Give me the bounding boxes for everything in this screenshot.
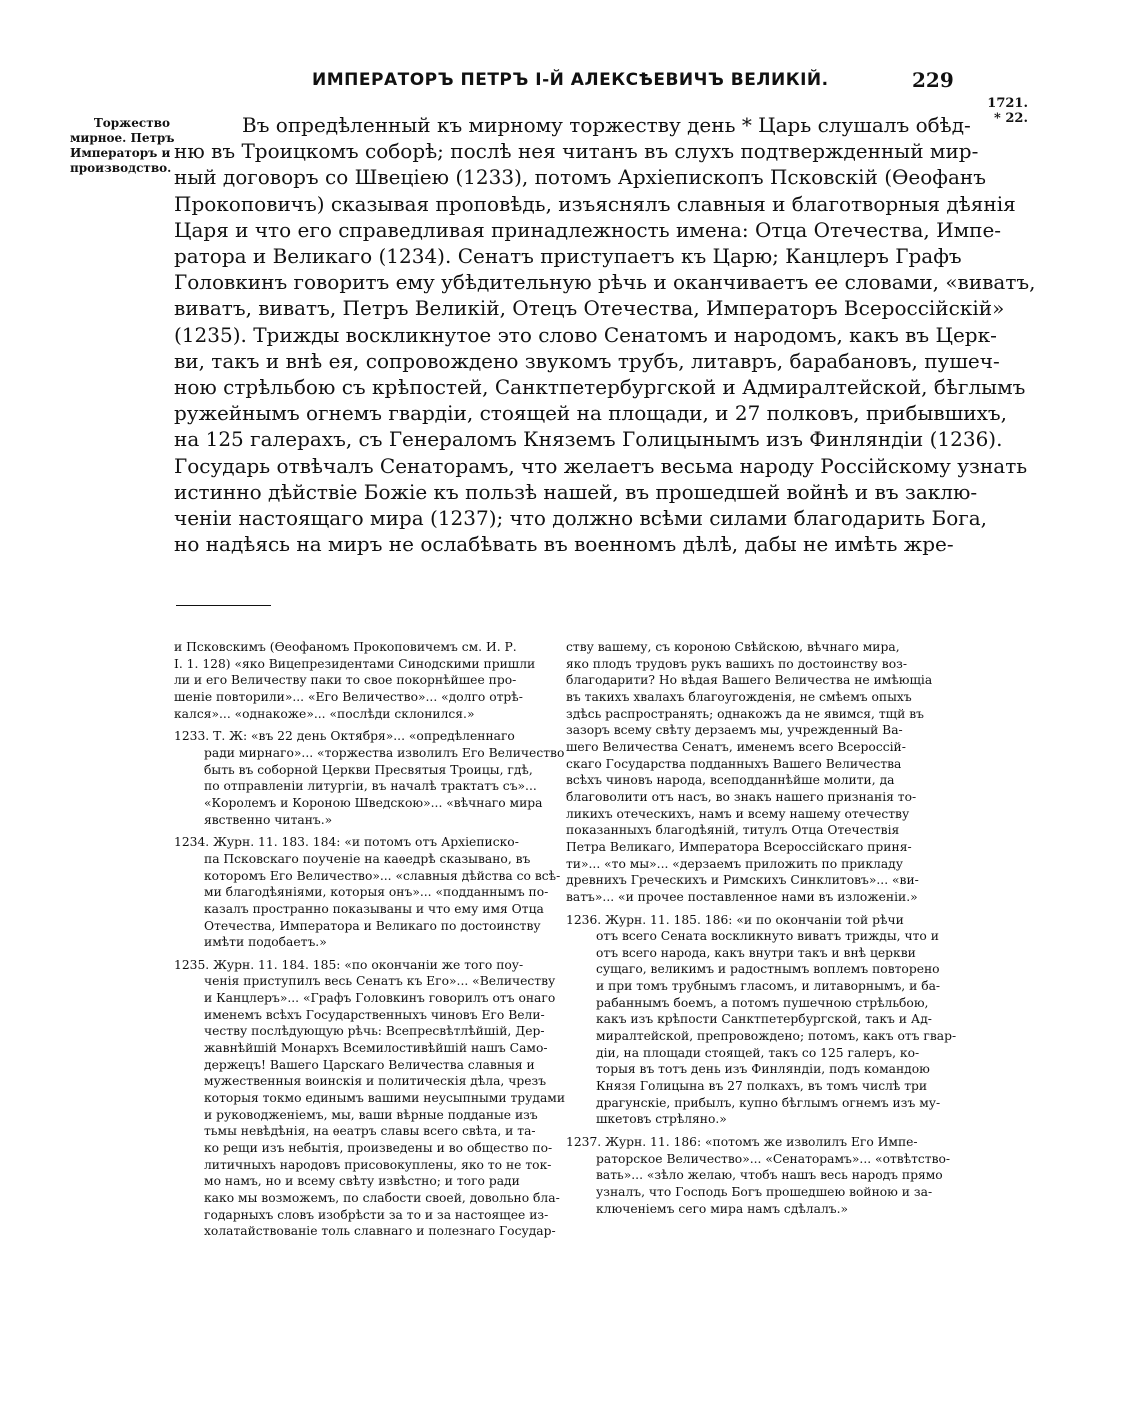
footnote-line: шкетовъ стрѣляно.» — [596, 1112, 727, 1127]
date-year: 1721. — [987, 96, 1028, 111]
text-line: ною стрѣльбою съ крѣпостей, Санктпетербургской и Адмиралтейской, бѣглымъ — [174, 375, 1026, 400]
text-line: (1235). Трижды воскликнутое это слово Сенатомъ и народомъ, какъ въ Церк- — [174, 322, 997, 347]
footnote-line: въ такихъ хвалахъ благоугожденія, не смѣемъ опыхъ — [566, 689, 912, 704]
footnote-line: и Канцлеръ»... «Графъ Головкинъ говорилъ отъ онаго — [204, 991, 556, 1006]
footnote-line: раторское Величество»... «Сенаторамъ»... «отвѣтство- — [596, 1151, 951, 1166]
footnote-line: по отправленіи литургіи, въ началѣ трактатъ съ»... — [204, 779, 537, 794]
footnote-line: имѣти подобаетъ.» — [204, 935, 327, 950]
footnote-line: скаго Государства подданныхъ Вашего Величества — [566, 756, 902, 771]
footnote-line: 1234. Журн. 11. 183. 184: «и потомъ отъ Архіеписко- — [174, 835, 519, 850]
footnote-line: ми благодѣяніями, которыя онъ»... «подданнымъ по- — [204, 885, 549, 900]
footnote-line: держецъ! Вашего Царскаго Величества славныя и — [204, 1057, 535, 1072]
footnote-line: мо намъ, но и всему свѣту извѣстно; и того ради — [204, 1174, 520, 1189]
text-line: Царя и что его справедливая принадлежность имена: Отца Отечества, Импе- — [174, 217, 1002, 242]
footnote-line: торыя въ тотъ день изъ Финляндіи, подъ командою — [596, 1062, 930, 1077]
footnote-line: ти»... «то мы»... «дерзаемъ приложить по прикладу — [566, 856, 903, 871]
text-line: виватъ, виватъ, Петръ Великій, Отецъ Отечества, Императоръ Всероссійскій» — [174, 296, 1005, 321]
footnote — [174, 639, 562, 722]
text-line: на 125 галерахъ, съ Генераломъ Княземъ Голицынымъ изъ Финляндіи (1236). — [174, 427, 1003, 452]
footnote-line: ради мирнаго»... «торжества изволилъ Его Величество — [204, 745, 565, 760]
footnote-line: кался»... «однакоже»... «послѣди склонился.» — [174, 706, 475, 721]
footnote-line: всѣхъ чиновъ народа, всеподданнѣйше молити, да — [566, 773, 895, 788]
footnote — [566, 639, 954, 906]
footnote — [174, 957, 566, 1240]
text-line: но надѣясь на миръ не ослабѣвать въ военномъ дѣлѣ, дабы не имѣть жре- — [174, 532, 954, 557]
footnote-line: честву послѣдующую рѣчь: Всепресвѣтлѣйшій, Дер- — [204, 1024, 545, 1039]
footnote-line: мужественныя воинскія и политическія дѣла, чрезъ — [204, 1074, 547, 1089]
footnotes-right-column — [566, 639, 957, 1217]
footnote-line: Отечества, Императора и Великаго по достоинству — [204, 918, 541, 933]
footnote-line: рабаннымъ боемъ, а потомъ пушечною стрѣльбою, — [596, 995, 929, 1010]
footnote-line: 1236. Журн. 11. 185. 186: «и по окончаніи той рѣчи — [566, 912, 904, 927]
footnote-line: благодарити? Но вѣдая Вашего Величества не имѣющіа — [566, 673, 933, 688]
footnote-line: показанныхъ благодѣяній, титулъ Отца Отечествія — [566, 823, 900, 838]
text-line: ный договоръ со Швеціею (1233), потомъ Архіепископъ Псковскій (Ѳеофанъ — [174, 165, 986, 190]
footnote-line: ликихъ отеческихъ, намъ и всему нашему отечеству — [566, 806, 910, 821]
footnote-line: древнихъ Греческихъ и Римскихъ Синклитовъ»... «ви- — [566, 873, 919, 888]
footnote-line: 1233. Т. Ж: «въ 22 день Октября»... «опредѣленнаго — [174, 729, 515, 744]
footnote-line: отъ всего народа, какъ внутри такъ и внѣ церкви — [596, 945, 916, 960]
text-line: ченіи настоящаго мира (1237); что должно всѣми силами благодарить Бога, — [174, 506, 988, 531]
date-day: * 22. — [994, 111, 1028, 126]
footnote-line: тьмы невѣдѣнія, на ѳеатръ славы всего свѣта, и та- — [204, 1124, 536, 1139]
footnote-line: и при томъ трубнымъ гласомъ, и литаворнымъ, и ба- — [596, 979, 941, 994]
footnote-line: и руководженіемъ, мы, ваши вѣрные подданые изъ — [204, 1107, 538, 1122]
text-line: ню въ Троицкомъ соборѣ; послѣ нея читанъ въ слухъ подтвержденный мир- — [174, 139, 979, 164]
footnote-line: благоволити отъ насъ, во знакъ нашего признанія то- — [566, 789, 917, 804]
footnote-line: казалъ пространно показываны и что ему имя Отца — [204, 901, 544, 916]
footnote-line: жавнѣйшій Монархъ Всемилостивѣйшій нашъ Само- — [204, 1041, 548, 1056]
footnote-line: миралтейской, препровождено; потомъ, какъ отъ гвар- — [596, 1029, 957, 1044]
text-line: Прокоповичъ) сказывая проповѣдь, изъяснялъ славныя и благотворныя дѣянія — [174, 191, 1016, 216]
footnote-line: діи, на площади стоящей, такъ со 125 галеръ, ко- — [596, 1045, 920, 1060]
margin-note-line: Торжество — [93, 116, 170, 130]
footnote-line: шего Величества Сенатъ, именемъ всего Всероссій- — [566, 739, 906, 754]
marginal-topic-note — [70, 116, 175, 176]
margin-note-line: Императоръ и — [70, 146, 171, 160]
footnote-line: 1237. Журн. 11. 186: «потомъ же изволилъ Его Импе- — [566, 1135, 918, 1150]
footnote — [566, 1134, 954, 1217]
footnote-line: узналъ, что Господь Богъ прошедшею войною и за- — [596, 1185, 933, 1199]
footnote-line: ству вашему, съ короною Свѣйскою, вѣчнаго мира, — [566, 640, 900, 654]
footnote-line: явственно читанъ.» — [204, 812, 333, 827]
footnote-line: како мы возможемъ, по слабости своей, довольно бла- — [204, 1191, 560, 1205]
footnote-line: І. 1. 128) «яко Вицепрезидентами Синодскими пришли — [174, 656, 536, 671]
footnote-line: и Псковскимъ (Ѳеофаномъ Прокоповичемъ см. И. Р. — [174, 640, 517, 654]
footnote-line: яко плодъ трудовъ рукъ вашихъ по достоинству воз- — [566, 656, 907, 671]
footnote-line: «Королемъ и Короною Шведскою»... «вѣчнаго мира — [204, 795, 543, 810]
footnote-line: ли и его Величеству паки то свое покорнѣйшее про- — [174, 673, 517, 688]
footnote-line: драгунскіе, прибылъ, купно бѣглымъ огнемъ изъ му- — [596, 1095, 941, 1110]
footnote-line: отъ всего Сената воскликнуто виватъ трижды, что и — [596, 929, 939, 944]
text-line: ружейнымъ огнемъ гвардіи, стоящей на площади, и 27 полковъ, прибывшихъ, — [174, 401, 1007, 426]
footnote-line: сущаго, великимъ и радостнымъ воплемъ повторено — [596, 962, 940, 977]
text-line: Въ опредѣленный къ мирному торжеству день * Царь слушалъ обѣд- — [242, 113, 971, 137]
footnote-line: ватъ»... «и прочее поставленное нами въ изложеніи.» — [566, 889, 918, 904]
footnote — [174, 834, 562, 951]
footnote-line: которыя токмо единымъ вашими неусыпными трудами — [204, 1091, 566, 1106]
footnote-line: ключеніемъ сего мира намъ сдѣлалъ.» — [596, 1201, 849, 1216]
footnote-line: па Псковскаго поученіе на каѳедрѣ сказывано, въ — [204, 851, 531, 866]
footnote-line: зазоръ всему свѣту дерзаемъ мы, учрежденный Ва- — [566, 723, 903, 738]
text-line: Головкинъ говоритъ ему убѣдительную рѣчь и оканчиваетъ ее словами, «виватъ, — [174, 270, 1036, 295]
footnote-line: быть въ соборной Церкви Пресвятыя Троицы, гдѣ, — [204, 762, 533, 777]
footnote — [174, 728, 565, 828]
footnote-line: шеніе повторили»... «Его Величество»... «долго отрѣ- — [174, 689, 523, 704]
footnotes-left-column — [174, 639, 566, 1240]
footnote-line: ченія приступилъ весь Сенатъ къ Его»... «Величеству — [204, 974, 556, 989]
footnote — [566, 912, 957, 1129]
footnote-line: вать»... «зѣло желаю, чтобъ нашъ весь народъ прямо — [596, 1168, 943, 1183]
footnote-line: Петра Великаго, Императора Всероссійскаго приня- — [566, 839, 912, 854]
marginal-date-note — [968, 96, 1028, 126]
text-line: ратора и Великаго (1234). Сенатъ приступаетъ къ Царю; Канцлеръ Графъ — [174, 244, 962, 269]
text-line: ви, такъ и внѣ ея, сопровождено звукомъ трубъ, литавръ, барабановъ, пушеч- — [174, 348, 1000, 373]
footnote-line: которомъ Его Величество»... «славныя дѣйства со всѣ- — [204, 868, 561, 883]
footnote-line: здѣсь распространять; однакожъ да не явимся, тщй въ — [566, 706, 924, 721]
page-header-title: ИМПЕРАТОРЪ ПЕТРЪ I-Й АЛЕКСѢЕВИЧЪ ВЕЛИКІЙ. — [312, 70, 829, 90]
text-line: истинно дѣйствіе Божіе къ пользѣ нашей, въ прошедшей войнѣ и въ заклю- — [174, 479, 978, 504]
footnote-line: литичныхъ народовъ присовокуплены, яко то не ток- — [204, 1157, 552, 1172]
footnote-line: Князя Голицына въ 27 полкахъ, въ томъ числѣ три — [596, 1079, 928, 1094]
footnote-line: 1235. Журн. 11. 184. 185: «по окончаніи же того поу- — [174, 957, 524, 972]
footnote-line: холатайствованіе толь славнаго и полезнаго Государ- — [204, 1224, 556, 1239]
margin-note-line: мирное. Петръ — [70, 131, 175, 145]
footnote-line: какъ изъ крѣпости Санктпетербургской, такъ и Ад- — [596, 1012, 932, 1027]
page-number: 229 — [912, 68, 954, 92]
margin-note-line: производство. — [70, 161, 172, 175]
text-line: Государь отвѣчалъ Сенаторамъ, что желаетъ весьма народу Россійскому узнать — [174, 453, 1028, 478]
footnote-line: ко рещи изъ небытія, произведены и во общество по- — [204, 1141, 553, 1156]
footnote-divider — [176, 605, 271, 606]
footnote-line: годарныхъ словъ изобрѣсти за то и за настоящее из- — [204, 1207, 549, 1222]
footnote-line: именемъ всѣхъ Государственныхъ чиновъ Его Вели- — [204, 1007, 545, 1022]
